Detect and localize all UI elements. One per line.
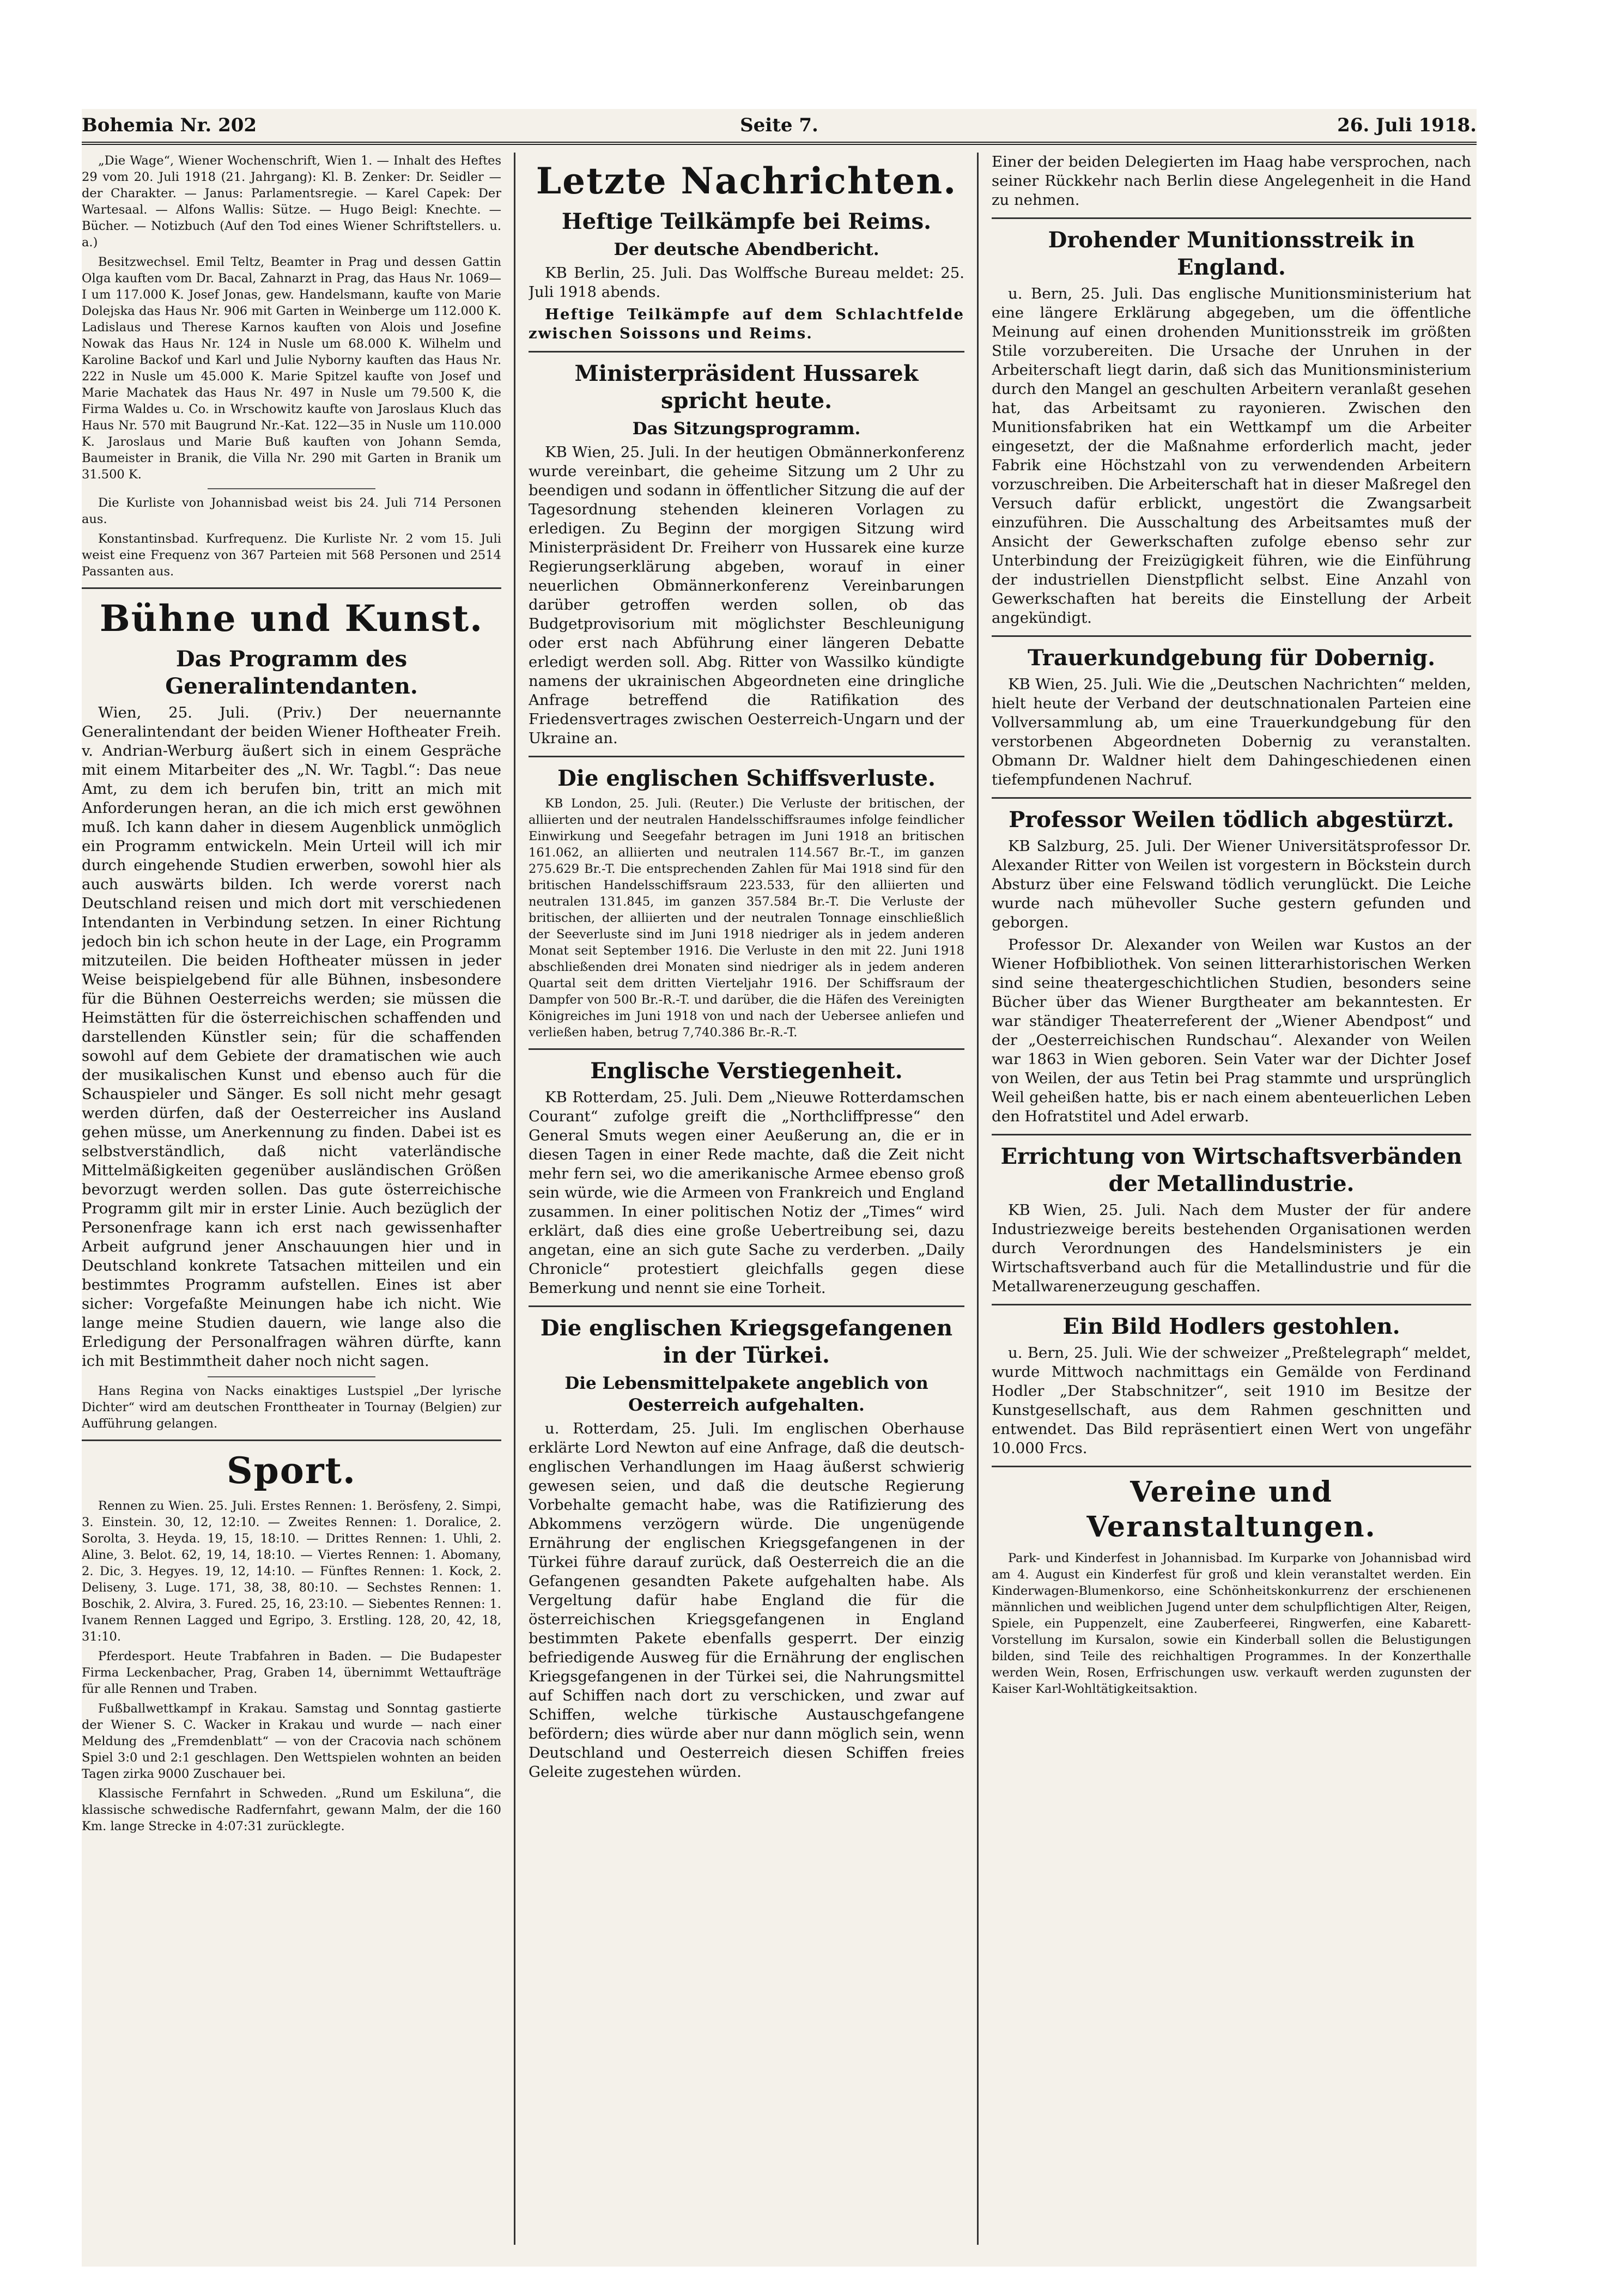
section-rule xyxy=(992,635,1471,637)
header-page-number: Seite 7. xyxy=(740,114,818,136)
article-rennen-wien: Rennen zu Wien. 25. Juli. Erstes Rennen: 1. Berösfeny, 2. Simpi, 3. Einstein. 30, 12, 12:10. — Zweites Rennen: 1. Doralice, 2. Sorolta, 3. Heyda. 19, 15, 18:10. — Drittes Rennen: 1. Uhli, 2. Aline, 3. Belot. 62, 19, 14, 18:10. — Viertes Rennen: 1. Abomany, 2. Dic, 3. Hegyes. 19, 12, 14:10. — Fünftes Rennen: 1. Kock, 2. Deliseny, 3. Luge. 171, 38, 38, 80:10. — Sechstes Rennen: 1. Boschik, 2. Alvira, 3. Fured. 25, 16, 23:10. — Siebentes Rennen: 1. Ivanem Rennen Lagged und Egripo, 3. Erstling. 128, 20, 42, 18, 31:10. xyxy=(82,1499,501,1644)
header-date: 26. Juli 1918. xyxy=(1337,114,1477,136)
headline-verstiegenheit: Englische Verstiegenheit. xyxy=(590,1058,903,1084)
headline-hussarek: Ministerpräsident Hussarek spricht heute. xyxy=(574,361,919,414)
article-lyrische-dichter: Hans Regina von Nacks einaktiges Lustspiel „Der lyrische Dichter“ wird am deutschen Fronttheater in Tournay (Belgien) zur Aufführung gelangen. xyxy=(82,1384,501,1431)
section-rule xyxy=(992,1466,1471,1467)
headline-wirtschaftsverbaende: Errichtung von Wirtschaftsverbänden der Metallindustrie. xyxy=(1000,1144,1462,1196)
section-rule xyxy=(82,1439,501,1441)
column-3 xyxy=(992,153,1471,2245)
article-die-wage: „Die Wage“, Wiener Wochenschrift, Wien 1. — Inhalt des Heftes 29 vom 20. Juli 1918 (21. Jahrgang): Kl. B. Zenker: Dr. Seidler — der Charakter. — Janus: Parlamentsregie. — Karel Capek: Der Wartesaal. — Alfons Wallis: Sütze. — Hugo Beigl: Knechte. — Bücher. — Notizbuch (Auf den Tod eines Wiener Schriftstellers. u. a.) xyxy=(82,154,501,250)
page-header xyxy=(82,109,1477,145)
subheadline-lebensmittelpakete: Die Lebensmittelpakete angeblich von Oesterreich aufgehalten. xyxy=(564,1374,928,1415)
article-obmaennerkonferenz: KB Wien, 25. Juli. In der heutigen Obmännerkonferenz wurde vereinbart, die geheime Sitzung um 2 Uhr zu beendigen und sodann in öffentlicher Sitzung die auf der Tagesordnung stehenden kleineren Vorlagen zu erledigen. Zu Beginn der morgigen Sitzung wird Ministerpräsident Dr. Freiherr von Hussarek eine kurze Regierungserklärung abgeben, worauf in einer neuerlichen Obmännerkonferenz Vereinbarungen darüber getroffen werden sollen, ob das Budgetprovisorium mit möglichster Beschleunigung oder erst nach Abführung einer längeren Debatte erledigt werden soll. Abg. Ritter von Wassilko kündigte namens der ukrainischen Abgeordneten eine dringliche Anfrage betreffend die Ratifikation des Friedensvertrages zwischen Oesterreich-Ungarn und der Ukraine an. xyxy=(529,444,964,747)
article-konstantinsbad: Konstantinsbad. Kurfrequenz. Die Kurliste Nr. 2 vom 15. Juli weist eine Frequenz von 367 Parteien mit 568 Personen und 2514 Passanten aus. xyxy=(82,532,501,579)
headline-dobernig: Trauerkundgebung für Dobernig. xyxy=(1027,645,1436,671)
section-rule xyxy=(529,351,964,353)
section-rule xyxy=(82,587,501,589)
headline-hodler: Ein Bild Hodlers gestohlen. xyxy=(1062,1314,1400,1339)
headline-schiffsverluste: Die englischen Schiffsverluste. xyxy=(557,766,936,791)
section-rule xyxy=(992,1304,1471,1305)
article-hodler: u. Bern, 25. Juli. Wie der schweizer „Preßtelegraph“ meldet, wurde Mittwoch nachmittags ein Gemälde von Ferdinand Hodler „Der Stabschnitzer“, seit 1910 im Besitze der Kunstgesellschaft, aus dem Rahmen geschnitten und entwendet. Das Bild repräsentiert einen Wert von ungefähr 10.000 Frcs. xyxy=(992,1344,1471,1457)
article-generalintendant: Wien, 25. Juli. (Priv.) Der neuernannte Generalintendant der beiden Wiener Hoftheater Freih. v. Andrian-Werburg äußert sich in einem Gespräche mit einem Mitarbeiter des „N. Wr. Tagbl.“: Das neue Amt, zu dem ich berufen bin, tritt an mich mit Anforderungen heran, an die ich mich erst gewöhnen muß. Ich kann daher in diesem Augenblick unmöglich ein Programm entwickeln. Mein Urteil will ich mir durch eingehende Studien erwerben, sowohl hier als auch auswärts bilden. Ich werde vorerst nach Deutschland reisen und mich dort mit verschiedenen Intendanten in Verbindung setzen. In einer Richtung jedoch bin ich schon heute in der Lage, ein Programm mitzuteilen. Die beiden Hoftheater müssen in jeder Weise beispielgebend für alle Bühnen, insbesondere für die Bühnen Oesterreichs werden; sie müssen die Heimstätten für die österreichischen schaffenden und darstellenden Künstler sein; für die schaffenden sowohl auf dem Gebiete der dramatischen wie auch der musikalischen Kunst und ebenso auch für die Schauspieler und Sänger. Es soll nicht mehr gesagt werden dürfen, daß der Oesterreicher ins Ausland gehen müsse, um Anerkennung zu finden. Dabei ist es selbstverständlich, daß nicht vaterländische Mittelmäßigkeiten gegenüber ausländischen Größen bevorzugt werden sollen. Das gute österreichische Programm gilt mir in erster Linie. Auch bezüglich der Personenfrage kann ich erst nach gewissenhafter Arbeit aufgrund jener Anschauungen hier und in Deutschland konkrete Tatsachen mitteilen und ein bestimmtes Programm aufstellen. Eines ist aber sicher: Vorgefaßte Meinungen habe ich nicht. Wie lange meine Studien dauern, wie lange also die Erledigung der Personalfragen währen dürfte, kann ich mit Bestimmtheit daher noch nicht sagen. xyxy=(82,704,501,1370)
divider xyxy=(208,1376,375,1377)
section-title-buehne-kunst: Bühne und Kunst. xyxy=(99,597,484,640)
article-berlin-bericht: KB Berlin, 25. Juli. Das Wolffsche Bureau meldet: 25. Juli 1918 abends. xyxy=(529,264,964,301)
column-2 xyxy=(529,153,964,2245)
article-weilen: KB Salzburg, 25. Juli. Der Wiener Universitätsprofessor Dr. Alexander Ritter von Weilen ist vorgestern in Böckstein durch Absturz über eine Felswand tödlich verunglückt. Die Leiche wurde nach mühevoller Suche gestern gefunden und geborgen. xyxy=(992,837,1471,931)
column-1 xyxy=(82,153,501,2245)
column-divider xyxy=(977,153,979,2245)
section-title-sport: Sport. xyxy=(226,1449,357,1492)
section-rule xyxy=(992,1134,1471,1135)
article-besitzwechsel: Besitzwechsel. Emil Teltz, Beamter in Prag und dessen Gattin Olga kauften vom Dr. Bacal, Zahnarzt in Prag, das Haus Nr. 1069—I um 117.000 K. Josef Jonas, gew. Handelsmann, kaufte von Marie Dolejska das Haus Nr. 906 mit Garten in Weinberge um 112.000 K. Ladislaus und Therese Karnos kauften von Alois und Josefine Nowak das Haus Nr. 124 in Nusle um 68.000 K. Wilhelm und Karoline Backof und Karl und Julie Nyborny kauften das Haus Nr. 222 in Nusle um 45.000 K. Marie Spitzel kaufte von Josef und Marie Machatek das Haus Nr. 497 in Nusle um 79.500 K, die Firma Waldes u. Co. in Wrschowitz kaufte von Jaroslaus Kluch das Haus Nr. 570 mit Baugrund Nr.-Kat. 122—35 in Nusle um 110.000 K. Jaroslaus und Marie Buß kauften von Johann Semda, Baumeister in Branik, die Villa Nr. 290 mit Garten in Branik um 31.500 K. xyxy=(82,255,501,482)
headline-reims: Heftige Teilkämpfe bei Reims. xyxy=(561,209,932,234)
subheadline-abendbericht: Der deutsche Abendbericht. xyxy=(614,240,879,259)
article-kurliste-johannisbad: Die Kurliste von Johannisbad weist bis 24. Juli 714 Personen aus. xyxy=(82,496,501,526)
article-fernfahrt-schweden: Klassische Fernfahrt in Schweden. „Rund um Eskiluna“, die klassische schwedische Radfernfahrt, gewann Malm, der die 160 Km. lange Strecke in 4:07:31 zurücklegte. xyxy=(82,1787,501,1833)
section-rule xyxy=(992,217,1471,219)
headline-weilen: Professor Weilen tödlich abgestürzt. xyxy=(1009,807,1454,833)
section-rule xyxy=(992,797,1471,799)
article-munitionsstreik: u. Bern, 25. Juli. Das englische Munitionsministerium hat eine längere Erklärung abgegeben, um die öffentliche Meinung auf einen drohenden Munitionsstreik im größten Stile vorzubereiten. Die Ursache der Unruhen in der Arbeiterschaft liegt darin, daß sich das Munitionsministerium durch den Mangel an geschulten Arbeitern veranlaßt gesehen hat, das Arbeitsamt zu rayonieren. Zwischen den Munitionsfabriken hat ein Wettkampf um die Arbeiter eingesetzt, der die Maßnahme erforderlich macht, jeder Fabrik eine Höchstzahl von zu verwendenden Arbeitern vorzuschreiben. Die Arbeiterschaft hat in dieser Maßregel den Versuch dafür erblickt, ungestört die Zwangsarbeit einzuführen. Die Ausschaltung des Arbeitsamtes muß der Ansicht der Gewerkschaften zufolge ebenso sehr zur Unterbindung der Freizügigkeit führen, wie die Einführung der industriellen Dienstpflicht selbst. Eine Anzahl von Gewerkschaften hat bereits die Einstellung der Arbeit angekündigt. xyxy=(992,285,1471,627)
article-rotterdam-newton: u. Rotterdam, 25. Juli. Im englischen Oberhause erklärte Lord Newton auf eine Anfrage, daß die deutsch-englischen Verhandlungen im Haag äußerst schwierig gewesen seien, und daß die deutsche Regierung Vorbehalte gemacht habe, was die Ratifizierung des Abkommens verzögern würde. Die ungenügende Ernährung der englischen Kriegsgefangenen in der Türkei führe darauf zurück, daß Oesterreich die an die Gefangenen gesandten Pakete aufgehalten habe. Als Vergeltung dafür habe England die für die österreichischen Kriegsgefangenen in England bestimmten Pakete ebenfalls gesperrt. Der einzig befriedigende Ausweg für die Ernährung der englischen Kriegsgefangenen in der Türkei sei, die Nahrungsmittel auf Schiffen nach dort zu verschicken, und zwar auf Schiffen, welche türkische Austauschgefangene befördern; dies würde aber nur dann möglich sein, wenn Deutschland und Oesterreich diesen Schiffen freies Geleite zugestehen würden. xyxy=(529,1420,964,1781)
section-title-letzte-nachrichten: Letzte Nachrichten. xyxy=(536,160,957,202)
headline-programm: Das Programm des Generalintendanten. xyxy=(165,646,418,699)
newspaper-page xyxy=(82,109,1477,2267)
section-rule xyxy=(529,1305,964,1307)
article-dobernig: KB Wien, 25. Juli. Wie die „Deutschen Nachrichten“ melden, hielt heute der Verband der deutschnationalen Parteien eine Vollversammlung ab, um eine Trauerkundgebung für den verstorbenen Abgeordneten Dobernig zu veranstalten. Obmann Dr. Waldner hielt dem Dahingeschiedenen einen tiefempfundenen Nachruf. xyxy=(992,676,1471,788)
header-issue: Bohemia Nr. 202 xyxy=(82,114,257,136)
article-rotterdam-smuts: KB Rotterdam, 25. Juli. Dem „Nieuwe Rotterdamschen Courant“ zufolge greift die „Northcliffpresse“ den General Smuts wegen einer Aeußerung an, die er in diesen Tagen in einer Rede machte, daß die Zeit nicht mehr fern sei, wo die amerikanische Armee ebenso groß sein würde, wie die Armeen von Frankreich und England zusammen. In einer politischen Notiz der „Times“ wird erklärt, daß dies eine große Uebertreibung sei, dazu angetan, eine an sich gute Sache zu verderben. „Daily Chronicle“ protestiert gleichfalls gegen diese Bemerkung und nennt sie eine Torheit. xyxy=(529,1089,964,1297)
article-schiffsverluste: KB London, 25. Juli. (Reuter.) Die Verluste der britischen, der alliierten und der neutralen Handelsschiffsraumes infolge feindlicher Einwirkung und Seegefahr betragen im Juni 1918 an britischen 161.062, an alliierten und neutralen 114.567 Br.-T., im ganzen 275.629 Br.-T. Die entsprechenden Zahlen für Mai 1918 sind für den britischen Handelsschiffsraum 223.533, für den alliierten und neutralen 131.845, im ganzen 357.584 Br.-T. Die Verluste der britischen, der alliierten und der neutralen Tonnage einschließlich der Seeverluste sind im Juni 1918 niedriger als in jedem anderen Monat seit September 1916. Die Verluste in den mit 22. Juni 1918 abschließenden drei Monaten sind niedriger als in jedem anderen Quartal seit dem dritten Vierteljahr 1916. Der Schiffsraum der Dampfer von 500 Br.-R.-T. und darüber, die die Häfen des Vereinigten Königreiches im Juni 1918 von und nach der Uebersee anliefen und verließen haben, betrug 7,740.386 Br.-R.-T. xyxy=(529,797,964,1040)
article-kinderfest: Park- und Kinderfest in Johannisbad. Im Kurparke von Johannisbad wird am 4. August ein Kinderfest für groß und klein veranstaltet werden. Ein Kinderwagen-Blumenkorso, eine Schönheitskonkurrenz der erschienenen männlichen und weiblichen Jugend unter dem schulpflichtigen Alter, Reigen, Spiele, ein Puppenzelt, eine Zauberfeerei, Ringwerfen, eine Kabarett-Vorstellung im Kursalon, sowie ein Kinderball sollen die Belustigungen bilden, sind Teile des reichhaltigen Programmes. In der Konzerthalle werden Wein, Rosen, Erfrischungen usw. verkauft werden zugunsten der Kaiser Karl-Wohltätigkeitsaktion. xyxy=(992,1551,1471,1696)
section-title-vereine: Vereine und Veranstaltungen. xyxy=(1086,1475,1376,1544)
article-fussball-krakau: Fußballwettkampf in Krakau. Samstag und Sonntag gastierte der Wiener S. C. Wacker in Krakau und wurde — nach einer Meldung des „Fremdenblatt“ — von der Cracovia nach schönem Spiel 3:0 und 2:1 geschlagen. Den Wettspielen wohnten an beiden Tagen zirka 9000 Zuschauer bei. xyxy=(82,1702,501,1781)
subheadline-sitzungsprogramm: Das Sitzungsprogramm. xyxy=(632,419,861,439)
divider xyxy=(208,488,375,489)
headline-kriegsgefangene: Die englischen Kriegsgefangenen in der Türkei. xyxy=(540,1315,953,1368)
column-divider xyxy=(514,153,515,2245)
article-weilen-biographie: Professor Dr. Alexander von Weilen war Kustos an der Wiener Hofbibliothek. Von seinen litterarhistorischen Werken sind seine theatergeschichtlichen Studien, besonders seine Bücher über das Wiener Burgtheater am bekanntesten. Er war ständiger Theaterreferent der „Wiener Abendpost“ und der „Oesterreichischen Rundschau“. Alexander von Weilen war 1863 in Wien geboren. Sein Vater war der Dichter Josef von Weilen, der aus Tetin bei Prag stammte und ursprünglich Weil geheißen hatte, bis er nach einem abenteuerlichen Leben den Hofratstitel und Adel erwarb. xyxy=(992,936,1471,1125)
article-wirtschaftsverbaende: KB Wien, 25. Juli. Nach dem Muster der für andere Industriezweige bereits bestehenden Organisationen werden durch Verordnungen des Handelsministers je ein Wirtschaftsverband auch für die Metallindustrie und für die Metallwarenerzeugung geschaffen. xyxy=(992,1201,1471,1295)
article-continuation: Einer der beiden Delegierten im Haag habe versprochen, nach seiner Rückkehr nach Berlin diese Angelegenheit in die Hand zu nehmen. xyxy=(992,153,1471,209)
section-rule xyxy=(529,1048,964,1050)
headline-munitionsstreik: Drohender Munitionsstreik in England. xyxy=(1048,227,1415,280)
article-pferdesport: Pferdesport. Heute Trabfahren in Baden. — Die Budapester Firma Leckenbacher, Prag, Graben 14, übernimmt Wettaufträge für alle Rennen und Traben. xyxy=(82,1649,501,1696)
article-teilkaempfe: Heftige Teilkämpfe auf dem Schlachtfelde zwischen Soissons und Reims. xyxy=(529,306,964,342)
section-rule xyxy=(529,756,964,757)
